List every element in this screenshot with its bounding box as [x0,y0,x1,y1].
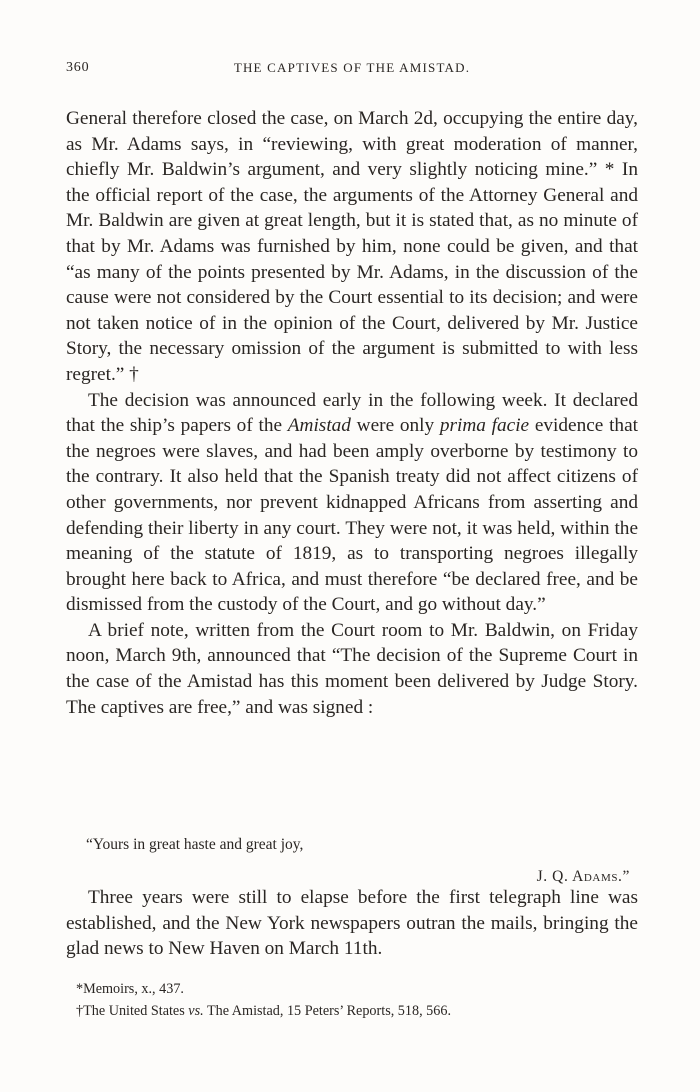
ship-name-italic: Amistad [287,415,351,437]
footnote-1-text: Memoirs, x., 437. [83,981,184,997]
paragraph-note [66,618,638,720]
footnote-2-text-b: The Amistad, 15 Peters’ Reports, 518, 566. [203,1003,452,1019]
paragraph-3-text: A brief note, written from the Court room to Mr. Baldwin, on Friday noon, March 9th, announced that “The decision of the Supreme Court in the case of the Amistad has this moment been delivered by Judge Story. The captives are free,” and was signed : [66,619,638,718]
footnote-2-marker: † [76,1003,84,1019]
page-header [66,60,638,82]
footnote-1 [66,978,638,1000]
paragraph-1-text: General therefore closed the case, on March 2d, occupying the entire day, as Mr. Adams says, in “reviewing, with great moderation of manner, chiefly Mr. Baldwin’s argument, and very slightly noticing mine.” * In the official report of the case, the arguments of the Attorney General and Mr. Baldwin are given at great length, but it is stated that, as no minute of that by Mr. Adams was furnished by him, none could be given, and that “as many of the points presented by Mr. Adams, in the discussion of the cause were not considered by the Court essential to its decision; and were not taken notice of in the opinion of the Court, delivered by Mr. Justice Story, the necessary omission of the argument is submitted to with less regret.” † [66,108,638,385]
latin-phrase-italic: prima facie [439,415,530,437]
paragraph-telegraph [66,885,638,962]
footnotes [66,978,638,1022]
paragraph-2-text-c: evidence that the negroes were slaves, and had been amply overborne by testimony to the contrary. It also held that the Spanish treaty did not affect citizens of other governments, nor prevent kidnapped Africans from asserting and defending their liberty in any court. They were not, it was held, within the meaning of the statute of 1819, as to transporting negroes illegally brought here back to Africa, and must therefore “be declared free, and be dismissed from the custody of the Court, and go without day.” [66,415,638,616]
footnote-2-text-a: The United States [83,1003,189,1019]
paragraph-4-text: Three years were still to elapse before the first telegraph line was established, and the New York newspapers outran the mails, bringing the glad news to New Haven on March 11th. [66,887,638,960]
quoted-letter [66,835,638,887]
running-head: THE CAPTIVES OF THE AMISTAD. [233,60,471,75]
page-number: 360 [66,60,90,75]
paragraph-continued [66,106,638,388]
footnote-1-marker: * [76,981,84,997]
footnote-2 [66,1000,638,1022]
letter-closing-line: “Yours in great haste and great joy, [86,836,304,853]
paragraph-2-text-a: The decision was announced early in the following week. It declared that the ship’s papers of the [66,389,638,437]
paragraph-decision [66,388,638,618]
letter-signature: J. Q. Adams.” [536,868,630,885]
closing-text [66,885,638,962]
footnote-2-italic: vs. [188,1003,204,1019]
paragraph-2-text-b: were only [350,415,440,437]
main-text [66,106,638,720]
